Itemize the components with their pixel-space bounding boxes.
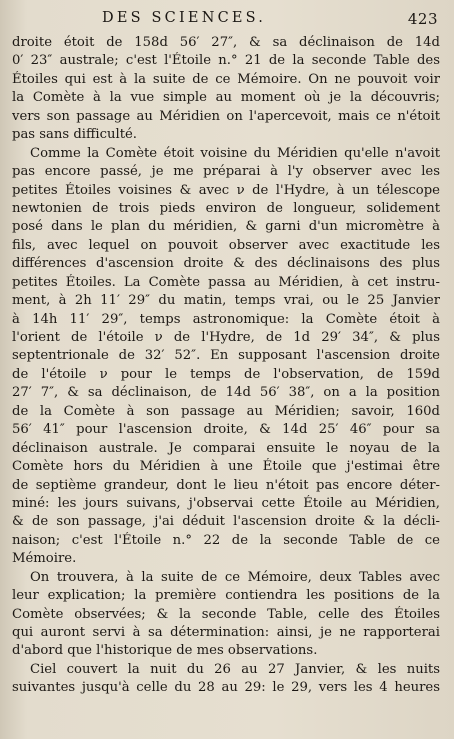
- text-line: de la Comète à son passage au Méridien; savoir, 160d: [12, 403, 440, 419]
- text-line: fils, avec lequel on pouvoit observer avec exactitude les: [12, 237, 440, 253]
- text-line: Comète observées; & la seconde Table, celle des Étoiles: [12, 606, 440, 622]
- text-line: Ciel couvert la nuit du 26 au 27 Janvier, & les nuits: [30, 661, 440, 677]
- text-line: pas sans difficulté.: [12, 127, 137, 143]
- text-line: petites Étoiles voisines & avec ν de l'Hydre, à un télescope: [12, 182, 440, 198]
- text-line: de septième grandeur, dont le lieu n'étoit pas encore déter-: [12, 477, 440, 493]
- text-line: & de son passage, j'ai déduit l'ascension droite & la décli-: [12, 514, 440, 530]
- page-body: [12, 34, 440, 698]
- text-line: la Comète à la vue simple au moment où je la découvris;: [12, 90, 440, 106]
- text-line: pas encore passé, je me préparai à l'y observer avec les: [12, 164, 440, 180]
- text-line: d'abord que l'historique de mes observations.: [12, 643, 318, 659]
- text-line: naison; c'est l'Étoile n.° 22 de la seconde Table de ce: [12, 532, 440, 548]
- text-line: petites Étoiles. La Comète passa au Méridien, à cet instru-: [12, 274, 440, 290]
- text-line: vers son passage au Méridien on l'apercevoit, mais ce n'étoit: [12, 108, 440, 124]
- text-line: septentrionale de 32′ 52″. En supposant l'ascension droite: [12, 348, 440, 364]
- text-line: 0′ 23″ australe; c'est l'Étoile n.° 21 de la seconde Table des: [12, 53, 440, 69]
- running-title: DES SCIENCES.: [102, 10, 267, 26]
- text-line: suivantes jusqu'à celle du 28 au 29: le 29, vers les 4 heures: [12, 680, 440, 696]
- text-line: ment, à 2h 11′ 29″ du matin, temps vrai, ou le 25 Janvier: [12, 293, 440, 309]
- text-line: Étoiles qui est à la suite de ce Mémoire. On ne pouvoit voir: [12, 71, 440, 87]
- paragraph: [12, 145, 440, 569]
- page-number: 423: [407, 10, 438, 28]
- text-line: à 14h 11′ 29″, temps astronomique: la Comète étoit à: [12, 311, 440, 327]
- text-line: miné: les jours suivans, j'observai cette Étoile au Méridien,: [12, 495, 440, 511]
- text-line: déclinaison australe. Je comparai ensuite le noyau de la: [12, 440, 440, 456]
- paragraph: [12, 661, 440, 698]
- text-line: qui auront servi à sa détermination: ainsi, je ne rapporterai: [12, 625, 440, 640]
- text-line: On trouvera, à la suite de ce Mémoire, deux Tables avec: [30, 569, 440, 585]
- paragraph: [12, 34, 440, 145]
- text-line: différences d'ascension droite & des déclinaisons des plus: [12, 256, 440, 272]
- text-line: Comète hors du Méridien à une Étoile que j'estimai être: [12, 459, 440, 475]
- text-line: de l'étoile ν pour le temps de l'observation, de 159d: [12, 366, 440, 382]
- text-line: Mémoire.: [12, 551, 77, 567]
- text-line: leur explication; la première contiendra les positions de la: [12, 588, 440, 604]
- page-header: [0, 8, 454, 32]
- text-line: 27′ 7″, & sa déclinaison, de 14d 56′ 38″, on a la position: [12, 385, 440, 401]
- paragraph: [12, 569, 440, 661]
- text-line: l'orient de l'étoile ν de l'Hydre, de 1d 29′ 34″, & plus: [12, 330, 440, 345]
- text-line: posé dans le plan du méridien, & garni d'un micromètre à: [12, 219, 440, 235]
- text-line: droite étoit de 158d 56′ 27″, & sa déclinaison de 14d: [12, 35, 440, 50]
- text-line: Comme la Comète étoit voisine du Méridien qu'elle n'avoit: [30, 145, 440, 161]
- text-line: newtonien de trois pieds environ de longueur, solidement: [12, 200, 440, 216]
- text-line: 56′ 41″ pour l'ascension droite, & 14d 25′ 46″ pour sa: [12, 422, 440, 438]
